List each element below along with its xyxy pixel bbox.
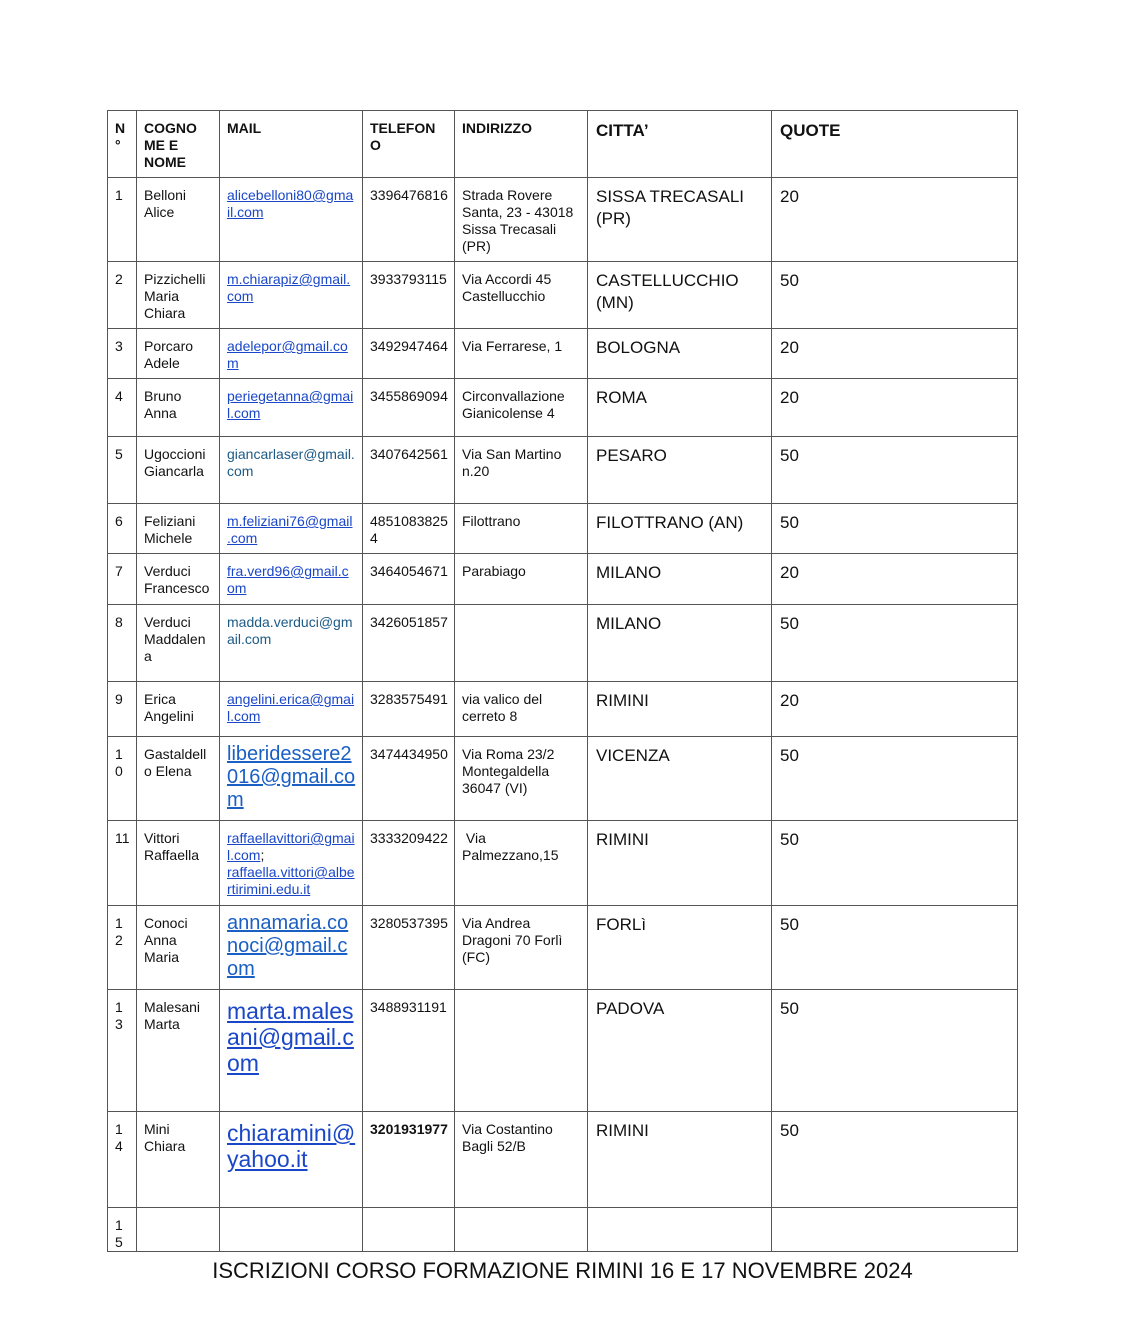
row-number: 10 bbox=[115, 746, 123, 779]
email-link[interactable]: angelini.erica@gmail.com bbox=[227, 691, 355, 724]
row-quote: 50 bbox=[780, 1121, 799, 1140]
row-number: 1 bbox=[115, 187, 123, 203]
col-header-name: COGNO ME E NOME bbox=[137, 111, 220, 178]
email-separator: ; bbox=[260, 847, 265, 863]
row-number: 6 bbox=[115, 513, 123, 529]
registrations-table bbox=[107, 110, 1018, 1252]
row-phone bbox=[363, 1208, 454, 1217]
email-link[interactable]: raffaellavittori@gmail.com bbox=[227, 830, 355, 863]
table-row bbox=[108, 990, 1018, 1112]
email-link[interactable]: annamaria.conoci@gmail.com bbox=[227, 912, 349, 980]
row-city: FILOTTRANO (AN) bbox=[596, 513, 744, 532]
row-address: Circonvallazione Gianicolense 4 bbox=[462, 388, 565, 421]
header-row bbox=[108, 111, 1018, 178]
row-address: via valico del cerreto 8 bbox=[462, 691, 543, 724]
row-city: VICENZA bbox=[596, 746, 670, 765]
row-address bbox=[455, 1208, 587, 1217]
row-address bbox=[455, 990, 587, 999]
row-name: Gastaldello Elena bbox=[144, 746, 207, 779]
row-phone: 3464054671 bbox=[370, 563, 448, 579]
row-number: 2 bbox=[115, 271, 123, 287]
col-header-phone: TELEFON O bbox=[363, 111, 455, 178]
row-quote: 50 bbox=[780, 271, 799, 290]
table-row bbox=[108, 821, 1018, 906]
row-city: RIMINI bbox=[596, 691, 649, 710]
col-header-city: CITTA’ bbox=[588, 111, 772, 178]
email-link[interactable]: marta.malesani@gmail.com bbox=[227, 998, 354, 1076]
row-address: Via Ferrarese, 1 bbox=[462, 338, 563, 354]
row-address: Via Palmezzano,15 bbox=[462, 830, 559, 863]
row-phone: 3474434950 bbox=[370, 746, 448, 762]
table-row bbox=[108, 329, 1018, 379]
row-quote: 20 bbox=[780, 338, 799, 357]
row-phone: 3280537395 bbox=[370, 915, 448, 931]
row-quote: 20 bbox=[780, 388, 799, 407]
row-city: FORLì bbox=[596, 915, 647, 934]
col-header-number: N° bbox=[108, 111, 137, 178]
row-quote: 20 bbox=[780, 187, 799, 206]
row-name: Feliziani Michele bbox=[144, 513, 196, 546]
row-quote: 50 bbox=[780, 446, 799, 465]
row-name: Belloni Alice bbox=[144, 187, 187, 220]
row-name: Erica Angelini bbox=[144, 691, 194, 724]
row-address: Via Andrea Dragoni 70 Forlì (FC) bbox=[462, 915, 563, 965]
email-link[interactable]: alicebelloni80@gmail.com bbox=[227, 187, 354, 220]
row-phone: 3396476816 bbox=[370, 187, 448, 203]
email-link[interactable]: m.chiarapiz@gmail.com bbox=[227, 271, 351, 304]
row-city: BOLOGNA bbox=[596, 338, 681, 357]
table-row bbox=[108, 262, 1018, 329]
row-name: Verduci Maddalena bbox=[144, 614, 206, 664]
row-phone: 3492947464 bbox=[370, 338, 448, 354]
row-phone: 3333209422 bbox=[370, 830, 448, 846]
email-link[interactable]: chiaramini@yahoo.it bbox=[227, 1120, 356, 1172]
table-row bbox=[108, 906, 1018, 990]
row-quote: 50 bbox=[780, 915, 799, 934]
row-address bbox=[455, 605, 587, 614]
row-phone: 3488931191 bbox=[370, 999, 447, 1015]
table-row bbox=[108, 504, 1018, 554]
row-address: Filottrano bbox=[462, 513, 521, 529]
row-number: 15 bbox=[115, 1217, 123, 1250]
row-city: RIMINI bbox=[596, 1121, 649, 1140]
table-row bbox=[108, 682, 1018, 737]
row-phone: 48510838254 bbox=[370, 513, 448, 546]
row-quote: 50 bbox=[780, 746, 799, 765]
row-phone: 3455869094 bbox=[370, 388, 448, 404]
row-number: 4 bbox=[115, 388, 123, 404]
row-name: Pizzichelli Maria Chiara bbox=[144, 271, 206, 321]
email-link[interactable]: m.feliziani76@gmail.com bbox=[227, 513, 353, 546]
row-number: 11 bbox=[115, 830, 130, 846]
row-number: 8 bbox=[115, 614, 123, 630]
col-header-mail: MAIL bbox=[220, 111, 363, 178]
email-link[interactable]: liberidessere2016@gmail.com bbox=[227, 743, 356, 811]
row-quote: 50 bbox=[780, 513, 799, 532]
row-name: Ugoccioni Giancarla bbox=[144, 446, 206, 479]
email-link[interactable]: madda.verduci@gmail.com bbox=[227, 614, 353, 647]
row-number: 14 bbox=[115, 1121, 123, 1154]
row-quote: 50 bbox=[780, 830, 799, 849]
row-address: Via Roma 23/2 Montegaldella 36047 (VI) bbox=[462, 746, 555, 796]
row-city: RIMINI bbox=[596, 830, 649, 849]
row-name: Porcaro Adele bbox=[144, 338, 194, 371]
row-quote: 20 bbox=[780, 691, 799, 710]
row-phone: 3407642561 bbox=[370, 446, 448, 462]
row-city: CASTELLUCCHIO (MN) bbox=[596, 271, 739, 312]
document-title: ISCRIZIONI CORSO FORMAZIONE RIMINI 16 E 17 NOVEMBRE 2024 bbox=[212, 1258, 913, 1283]
row-number: 9 bbox=[115, 691, 123, 707]
row-quote: 50 bbox=[780, 614, 799, 633]
table-row bbox=[108, 737, 1018, 821]
email-link[interactable]: fra.verd96@gmail.com bbox=[227, 563, 349, 596]
row-phone: 3283575491 bbox=[370, 691, 448, 707]
row-address: Via Accordi 45 Castellucchio bbox=[462, 271, 552, 304]
row-mail bbox=[220, 1208, 362, 1217]
table-row bbox=[108, 178, 1018, 262]
row-address: Strada Rovere Santa, 23 - 43018 Sissa Trecasali (PR) bbox=[462, 187, 574, 254]
row-city: PADOVA bbox=[596, 999, 665, 1018]
table-row bbox=[108, 1112, 1018, 1208]
row-city: MILANO bbox=[596, 614, 662, 633]
table-row bbox=[108, 437, 1018, 504]
table-row bbox=[108, 379, 1018, 437]
row-name bbox=[137, 1208, 219, 1217]
email-link[interactable]: giancarlaser@gmail.com bbox=[227, 446, 355, 479]
col-header-address: INDIRIZZO bbox=[455, 111, 588, 178]
row-name: Bruno Anna bbox=[144, 388, 182, 421]
row-number: 12 bbox=[115, 915, 123, 948]
table-row bbox=[108, 605, 1018, 682]
row-number: 7 bbox=[115, 563, 123, 579]
row-address: Parabiago bbox=[462, 563, 526, 579]
row-number: 13 bbox=[115, 999, 123, 1032]
email-link[interactable]: adelepor@gmail.com bbox=[227, 338, 348, 371]
row-address: Via Costantino Bagli 52/B bbox=[462, 1121, 553, 1154]
row-city bbox=[588, 1208, 771, 1216]
row-quote: 50 bbox=[780, 999, 799, 1018]
row-name: Mini Chiara bbox=[144, 1121, 186, 1154]
row-city: PESARO bbox=[596, 446, 667, 465]
row-phone: 3933793115 bbox=[370, 271, 447, 287]
row-phone: 3201931977 bbox=[370, 1121, 448, 1137]
row-name: Malesani Marta bbox=[144, 999, 201, 1032]
row-quote bbox=[772, 1208, 1017, 1216]
row-number: 5 bbox=[115, 446, 123, 462]
row-address: Via San Martino n.20 bbox=[462, 446, 562, 479]
table-row bbox=[108, 554, 1018, 605]
row-city: SISSA TRECASALI (PR) bbox=[596, 187, 745, 228]
email-link-secondary[interactable]: raffaella.vittori@albertirimini.edu.it bbox=[227, 864, 355, 897]
row-phone: 3426051857 bbox=[370, 614, 448, 630]
row-quote: 20 bbox=[780, 563, 799, 582]
row-name: Conoci Anna Maria bbox=[144, 915, 188, 965]
row-city: MILANO bbox=[596, 563, 662, 582]
row-name: Verduci Francesco bbox=[144, 563, 210, 596]
col-header-quote: QUOTE bbox=[772, 111, 1018, 178]
table-row bbox=[108, 1208, 1018, 1252]
row-number: 3 bbox=[115, 338, 123, 354]
email-link[interactable]: periegetanna@gmail.com bbox=[227, 388, 354, 421]
row-name: Vittori Raffaella bbox=[144, 830, 200, 863]
row-city: ROMA bbox=[596, 388, 647, 407]
